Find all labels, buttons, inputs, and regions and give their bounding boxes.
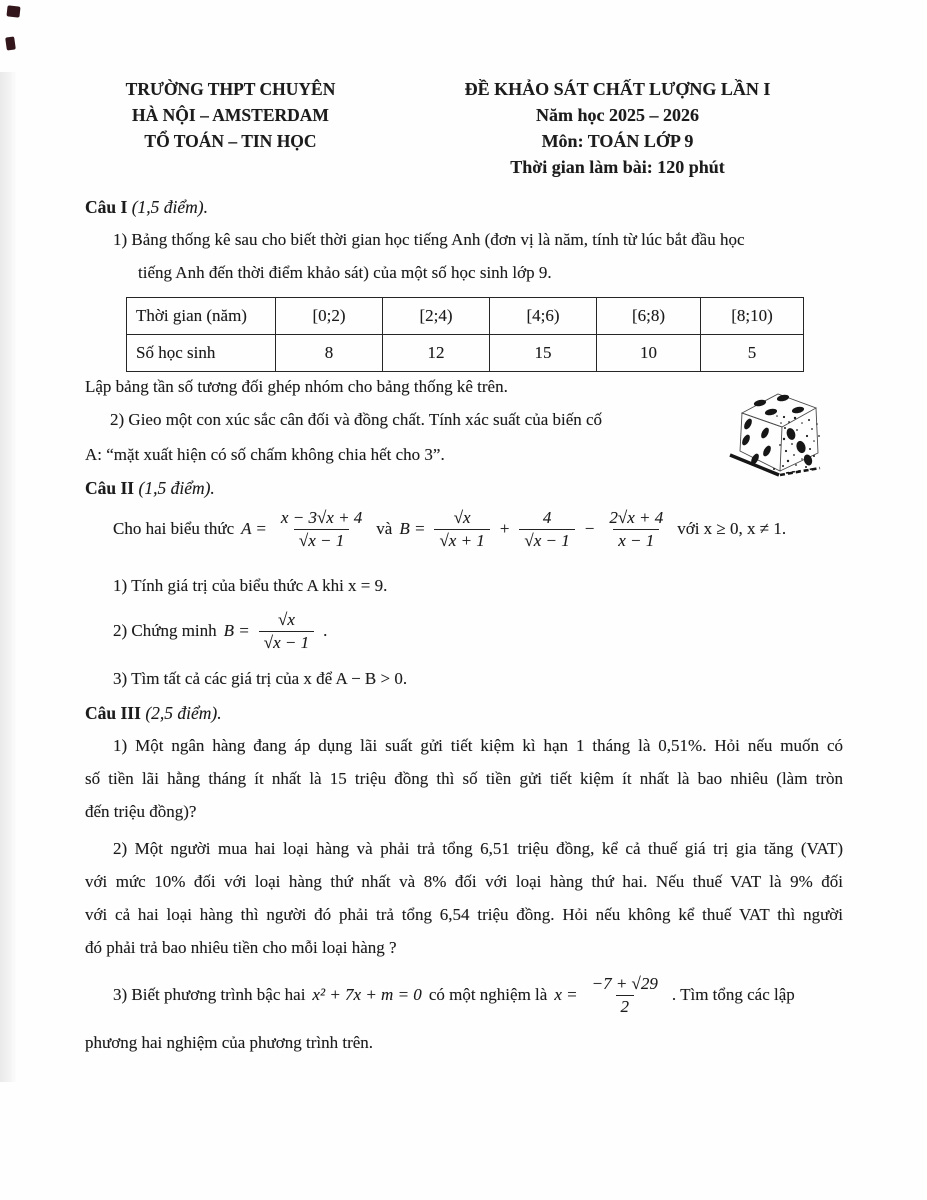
quadratic-equation: x² + 7x + m = 0: [312, 985, 422, 1004]
q2-3: 3) Tìm tất cả các giá trị của x để A − B > 0.: [113, 669, 408, 688]
plus-operator: +: [499, 519, 510, 538]
period: .: [323, 621, 328, 640]
root-lhs: x =: [554, 985, 578, 1004]
q3-2-line3: với cả hai loại hàng thì người đó phải trả tổng 6,54 triệu đồng. Hỏi nếu không kể thuế VAT thì người: [85, 905, 843, 924]
page-edge-shadow-bottom: [0, 1058, 927, 1084]
table-bin: [4;6): [490, 298, 597, 335]
q3-2-line1: 2) Một người mua hai loại hàng và phải trả tổng 6,51 triệu đồng, kể cả thuế giá trị gia tăng (VAT): [113, 839, 843, 858]
table-count: 12: [383, 335, 490, 372]
q1-2-line1: 2) Gieo một con xúc sắc cân đối và đồng chất. Tính xác suất của biến cố: [110, 410, 603, 429]
section-3-heading: [85, 702, 222, 724]
frequency-table: [126, 297, 804, 372]
q3-3-formula: [113, 968, 795, 1022]
q2-2-formula: [113, 605, 327, 657]
q1-1-line2: tiếng Anh đến thời điểm khảo sát) của một số học sinh lớp 9.: [138, 263, 552, 282]
department: TỔ TOÁN – TIN HỌC: [144, 131, 317, 151]
fraction: $\frac{2√x + 4}{x - 1}$: [609, 507, 664, 550]
table-count: 10: [597, 335, 701, 372]
school-header: [88, 76, 373, 154]
section-2-title: Câu II: [85, 478, 135, 498]
q3-1-line2: số tiền lãi hằng tháng ít nhất là 15 triệu đồng thì số tiền gửi tiết kiệm ít nhất là bao nhiêu (làm tròn: [85, 769, 843, 788]
q3-2-line2: với mức 10% đối với loại hàng thứ nhất và 8% đối với loại hàng thứ hai. Nếu thuế VAT là 9% đối: [85, 872, 843, 891]
dice-illustration: [722, 381, 842, 483]
dice-pips: [741, 394, 814, 467]
q3-3-prefix: 3) Biết phương trình bậc hai: [113, 985, 306, 1004]
section-3-points: (2,5 điểm).: [145, 703, 222, 723]
q3-3-after: . Tìm tổng các lập: [671, 985, 795, 1004]
q2-1: 1) Tính giá trị của biểu thức A khi x = 9.: [113, 576, 388, 595]
school-name-line2: HÀ NỘI – AMSTERDAM: [132, 105, 329, 125]
q2-2-lhs: B =: [223, 621, 250, 640]
expressions-formula: [113, 498, 786, 560]
table-count: 15: [490, 335, 597, 372]
fraction: $\frac{√x}{√x - 1}$: [259, 610, 314, 653]
page-edge-shadow-left: [0, 72, 17, 1082]
table-header-label: Thời gian (năm): [127, 298, 276, 335]
section-2-heading: [85, 477, 215, 499]
school-name: TRƯỜNG THPT CHUYÊN: [125, 79, 336, 99]
fraction: $\frac{-7 + √29}{2}$: [591, 973, 658, 1016]
exam-title: ĐỀ KHẢO SÁT CHẤT LƯỢNG LẦN I: [464, 79, 771, 99]
exam-duration: Thời gian làm bài: 120 phút: [510, 157, 725, 177]
fraction: $\frac{√x}{√x + 1}$: [434, 508, 489, 551]
table-row-header: [127, 298, 804, 335]
table-row-label: Số học sinh: [127, 335, 276, 372]
domain-condition: với x ≥ 0, x ≠ 1.: [677, 519, 787, 538]
table-bin: [2;4): [383, 298, 490, 335]
q2-2-prefix: 2) Chứng minh: [113, 621, 217, 640]
table-count: 8: [276, 335, 383, 372]
q1-2-line2: A: “mặt xuất hiện có số chấm không chia hết cho 3”.: [85, 445, 445, 464]
formula-B-lhs: B =: [399, 519, 426, 538]
table-bin: [0;2): [276, 298, 383, 335]
table-count: 5: [701, 335, 804, 372]
section-1-heading: [85, 196, 208, 218]
table-bin: [8;10): [701, 298, 804, 335]
q3-1-line3: đến triệu đồng)?: [85, 802, 197, 821]
table-row-counts: [127, 335, 804, 372]
exam-subject: Môn: TOÁN LỚP 9: [541, 131, 694, 151]
q3-3-line2: phương hai nghiệm của phương trình trên.: [85, 1033, 374, 1052]
q1-after-table: Lập bảng tần số tương đối ghép nhóm cho bảng thống kê trên.: [85, 377, 508, 396]
formula-A-lhs: A =: [241, 519, 267, 538]
q3-3-mid: có một nghiệm là: [428, 985, 548, 1004]
and-word: và: [376, 519, 393, 538]
q3-1-line1: 1) Một ngân hàng đang áp dụng lãi suất gửi tiết kiệm kì hạn 1 tháng là 0,51%. Hỏi nếu muốn có: [113, 736, 843, 755]
q1-1-line1: 1) Bảng thống kê sau cho biết thời gian học tiếng Anh (đơn vị là năm, tính từ lúc bắt đầu học: [113, 230, 745, 249]
scan-artifact-mark: [5, 36, 16, 50]
q3-2-line4: đó phải trả bao nhiêu tiền cho mỗi loại hàng ?: [85, 938, 397, 957]
fraction: $\frac{4}{√x - 1}$: [519, 508, 574, 551]
scan-artifact-mark: [6, 5, 20, 17]
minus-operator: −: [584, 519, 595, 538]
section-3-title: Câu III: [85, 703, 141, 723]
section-2-points: (1,5 điểm).: [138, 478, 215, 498]
section-1-title: Câu I: [85, 197, 128, 217]
table-bin: [6;8): [597, 298, 701, 335]
section-1-points: (1,5 điểm).: [131, 197, 208, 217]
exam-header: [425, 76, 810, 180]
fraction: $\frac{x - 3√x + 4}{√x - 1}$: [280, 507, 363, 550]
exam-year: Năm học 2025 – 2026: [536, 105, 699, 125]
formula-intro: Cho hai biểu thức: [113, 519, 235, 538]
